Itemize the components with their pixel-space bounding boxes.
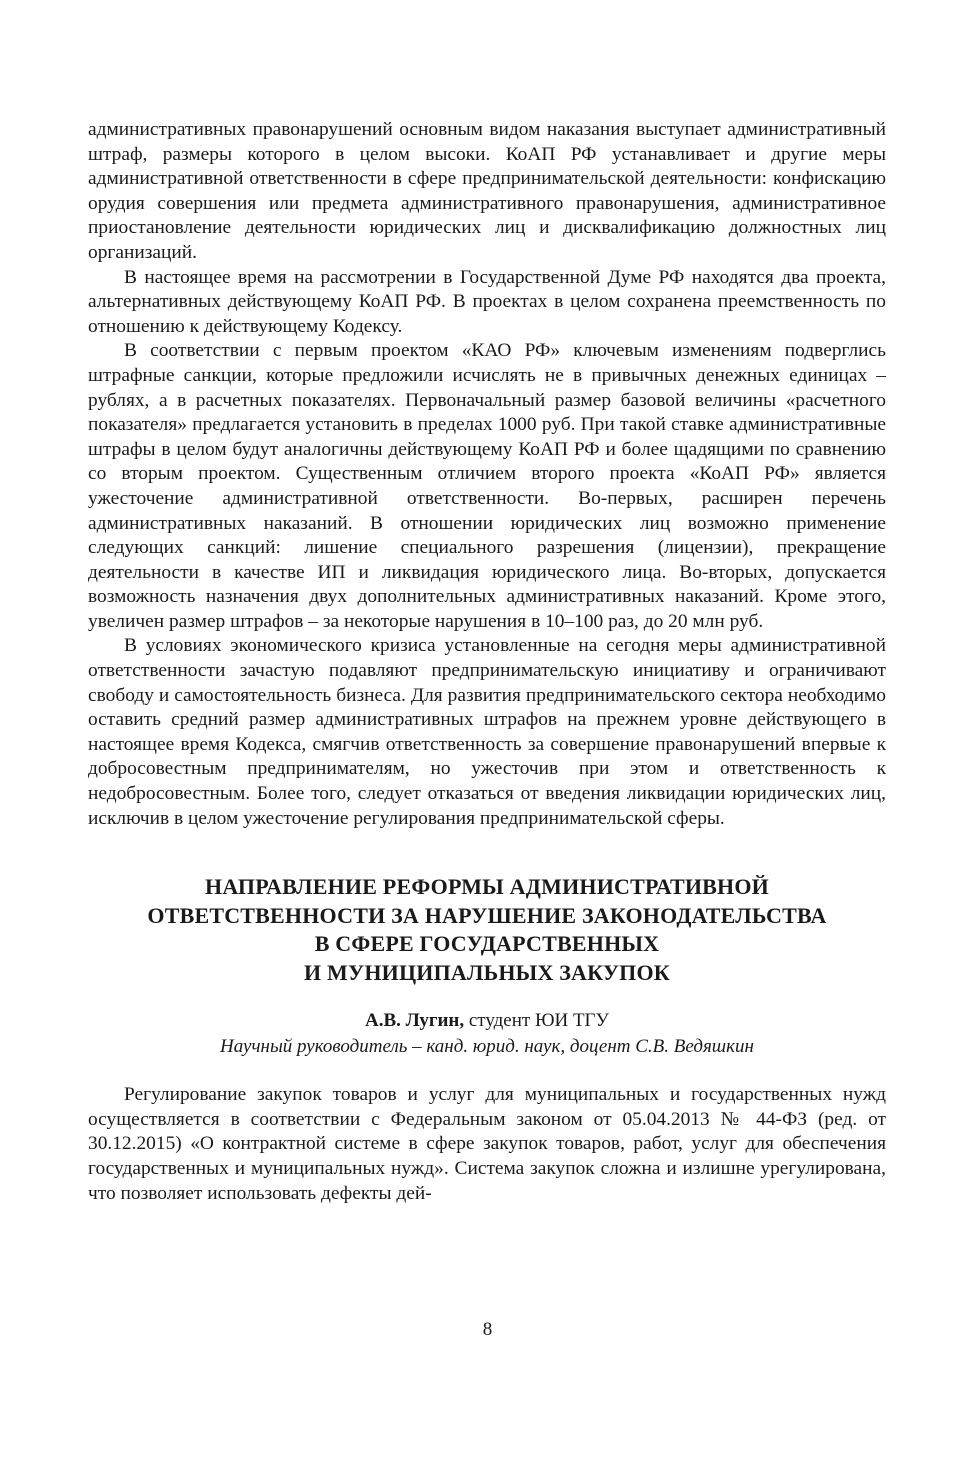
article-title-line: В СФЕРЕ ГОСУДАРСТВЕННЫХ [314,931,660,957]
page-number: 8 [482,1319,493,1340]
article-title-line: НАПРАВЛЕНИЕ РЕФОРМЫ АДМИНИСТРАТИВНОЙ [205,874,769,900]
paragraph-draft-projects: В настоящее время на рассмотрении в Государственной Думе РФ находятся два проекта, альтернативных действующему КоАП РФ. В проектах в целом сохранена преемственность по отношению к действующему Кодексу. [88,266,886,337]
paragraph-economic-crisis: В условиях экономического кризиса установленные на сегодня меры административной ответственности зачастую подавляют предпринимательскую инициативу и ограничивают свободу и самостоятельность бизнеса. Для развития предпринимательского сектора необходимо оставить средний размер административных штрафов на прежнем уровне действующего в настоящее время Кодекса, смягчив ответственность за совершение правонарушений впервые к добросовестным предпринимателям, но ужесточив при этом и ответственность к недобросовестным. Более того, следует отказаться от введения ликвидации юридических лиц, исключив в целом ужесточение регулирования предпринимательской сферы. [88,635,886,829]
author-name: А.В. Лугин, [364,1010,465,1032]
paragraph-procurement: Регулирование закупок товаров и услуг для муниципальных и государственных нужд осуществляется в соответствии с Федеральным законом от 05.04.2013 № 44-ФЗ (ред. от 30.12.2015) «О контрактной системе в сфере закупок товаров, работ, услуг для обеспечения государственных и муниципальных нужд». Система закупок сложна и излишне урегулирована, что позволяет использовать дефекты дей- [88,1084,886,1204]
author-affiliation: студент ЮИ ТГУ [468,1010,609,1032]
paragraph-continued: административных правонарушений основным видом наказания выступает административный штраф, размеры которого в целом высоки. КоАП РФ устанавливает и другие меры административной ответственности в сфере предпринимательской деятельности: конфискацию орудия совершения или предмета административного правонарушения, административное приостановление деятельности юридических лиц и дисквалификацию должностных лиц организаций. [88,119,886,263]
author-byline [88,1009,886,1033]
article-title-line: ОТВЕТСТВЕННОСТИ ЗА НАРУШЕНИЕ ЗАКОНОДАТЕЛЬСТВА [147,902,827,928]
paragraph-first-project: В соответствии с первым проектом «КАО РФ» ключевым изменениям подверглись штрафные санкции, которые предложили исчислять не в привычных денежных единицах – рублях, а в расчетных показателях. Первоначальный размер базовой величины «расчетного показателя» предлагается установить в пределах 1000 руб. При такой ставке административные штрафы в целом будут аналогичны действующему КоАП РФ и более щадящими по сравнению со вторым проектом. Существенным отличием второго проекта «КоАП РФ» является ужесточение административной ответственности. Во-первых, расширен перечень административных наказаний. В отношении юридических лиц возможно применение следующих санкций: лишение специального разрешения (лицензии), прекращение деятельности в качестве ИП и ликвидация юридического лица. Во-вторых, допускается возможность назначения двух дополнительных административных наказаний. Кроме этого, увеличен размер штрафов – за некоторые нарушения в 10–100 раз, до 20 млн руб. [88,340,886,632]
supervisor-line: Научный руководитель – канд. юрид. наук, доцент С.В. Ведяшкин [220,1036,754,1058]
article-title-line: И МУНИЦИПАЛЬНЫХ ЗАКУПОК [304,959,670,985]
article-title [88,873,886,987]
page-content [88,118,886,1206]
